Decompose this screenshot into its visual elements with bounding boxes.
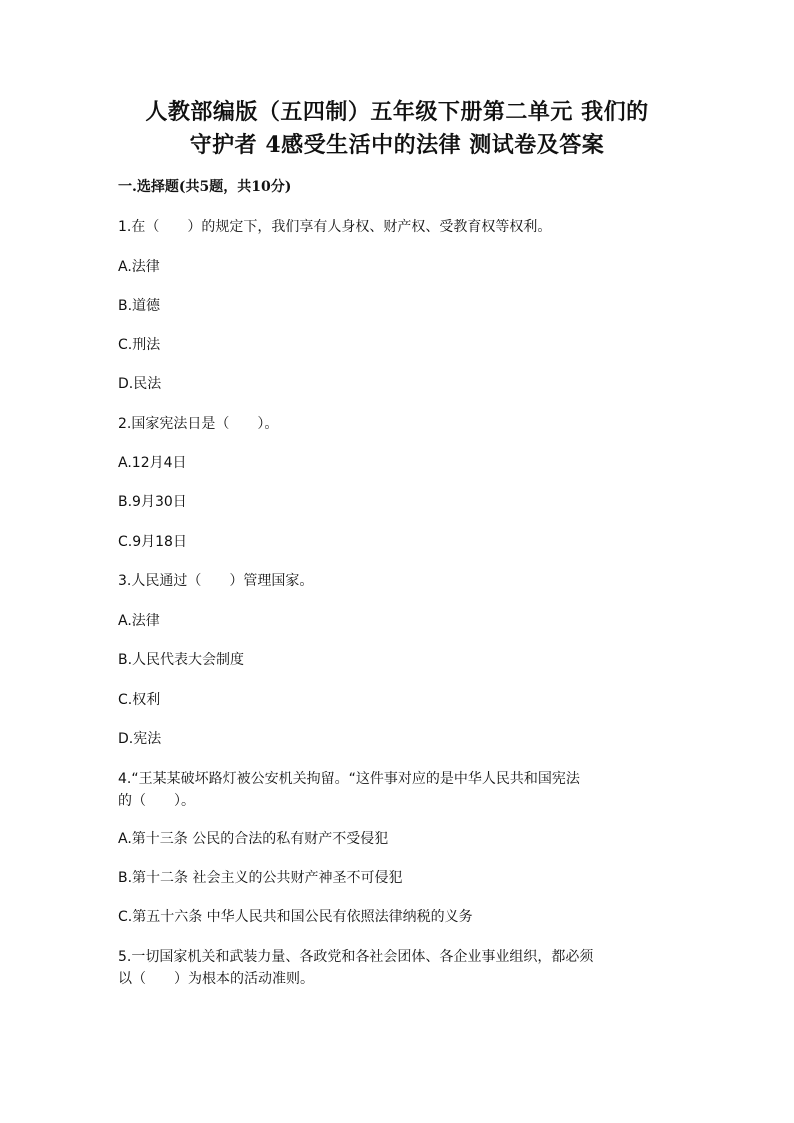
title-line-2: 守护者 4感受生活中的法律 测试卷及答案 [189, 132, 605, 158]
section-heading: 一.选择题(共5题，共10分) [118, 179, 292, 195]
question-4-stem-line-2: 的（ ）。 [118, 793, 195, 809]
question-2-option-c: C.9月18日 [118, 534, 187, 550]
question-4-option-b: B.第十二条 社会主义的公共财产神圣不可侵犯 [118, 870, 403, 886]
document-title [0, 96, 794, 162]
question-2-option-a: A.12月4日 [118, 455, 187, 471]
question-1-option-b: B.道德 [118, 298, 161, 314]
question-4-option-c: C.第五十六条 中华人民共和国公民有依照法律纳税的义务 [118, 909, 473, 925]
question-3-option-a: A.法律 [118, 613, 160, 629]
question-3-option-b: B.人民代表大会制度 [118, 652, 245, 668]
question-3-stem: 3.人民通过（ ）管理国家。 [118, 573, 314, 589]
question-5-stem-line-1: 5.一切国家机关和武装力量、各政党和各社会团体、各企业事业组织，都必须 [118, 949, 594, 965]
question-1-option-a: A.法律 [118, 259, 160, 275]
question-2-stem: 2.国家宪法日是（ ）。 [118, 416, 279, 432]
question-4-stem-line-1: 4.“王某某破坏路灯被公安机关拘留。“这件事对应的是中华人民共和国宪法 [118, 771, 580, 787]
question-1-option-c: C.刑法 [118, 337, 161, 353]
question-1-stem: 1.在（ ）的规定下，我们享有人身权、财产权、受教育权等权利。 [118, 219, 552, 235]
question-2-option-b: B.9月30日 [118, 494, 187, 510]
question-4-option-a: A.第十三条 公民的合法的私有财产不受侵犯 [118, 831, 389, 847]
question-1-option-d: D.民法 [118, 376, 162, 392]
question-3-option-c: C.权利 [118, 692, 161, 708]
question-3-option-d: D.宪法 [118, 731, 162, 747]
question-5-stem-line-2: 以（ ）为根本的活动准则。 [118, 971, 314, 987]
title-line-1: 人教部编版（五四制）五年级下册第二单元 我们的 [145, 99, 649, 125]
